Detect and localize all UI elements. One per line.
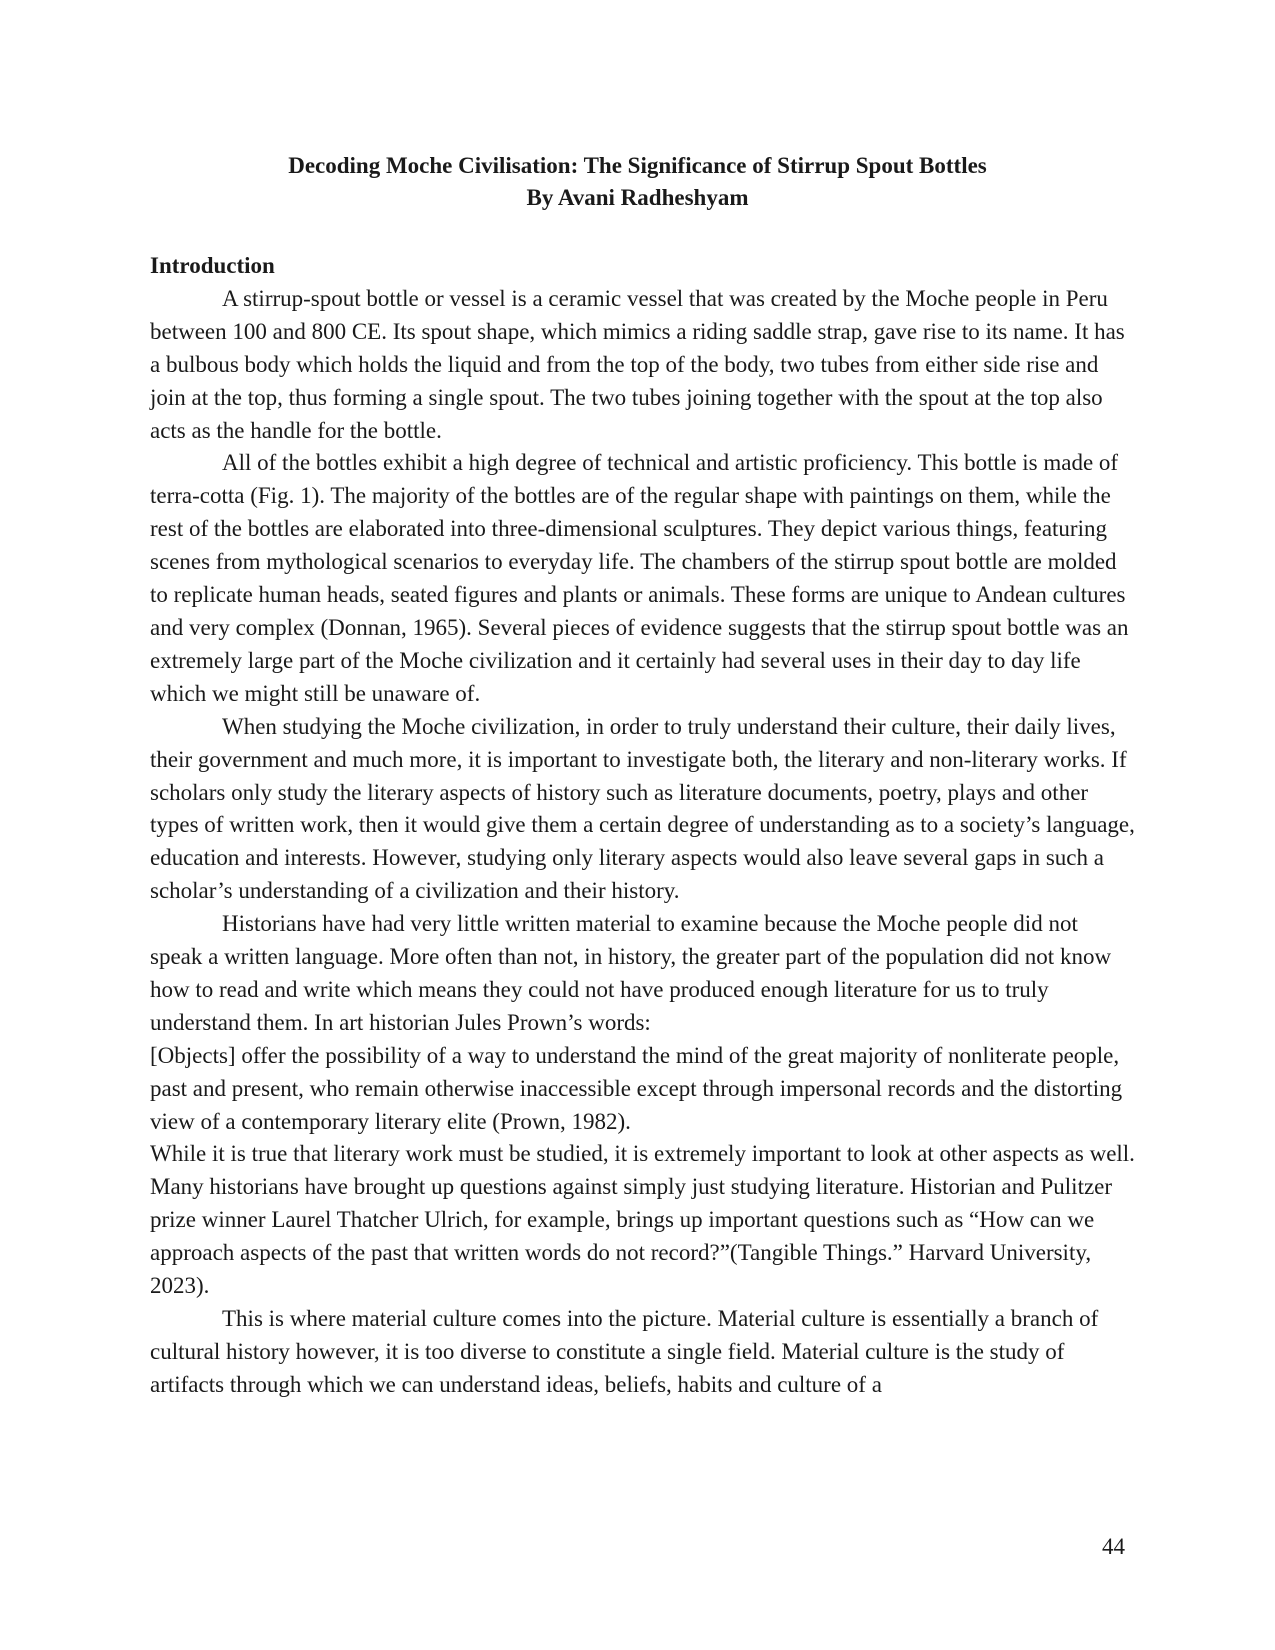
paragraph-3: When studying the Moche civilization, in order to truly understand their culture, their daily lives, their government and much more, it is important to investigate both, the literary and non-literary works. If scholars only study the literary aspects of history such as literature documents, poetry, plays and other types of written work, then it would give them a certain degree of understanding as to a society’s language, education and interests. However, studying only literary aspects would also leave several gaps in such a scholar’s understanding of a civilization and their history. [150,713,1135,904]
paragraph-1: A stirrup-spout bottle or vessel is a ceramic vessel that was created by the Moche people in Peru between 100 and 800 CE. Its spout shape, which mimics a riding saddle strap, gave rise to its name. It has a bulbous body which holds the liquid and from the top of the body, two tubes from either side rise and join at the top, thus forming a single spout. The two tubes joining together with the spout at the top also acts as the handle for the bottle. [150,285,1125,443]
paragraph-final: This is where material culture comes into the picture. Material culture is essentially a branch of cultural history however, it is too diverse to constitute a single field. Material culture is the study of artifacts through which we can understand ideas, beliefs, habits and culture of a [150,1306,1099,1397]
paragraph-4: Historians have had very little written material to examine because the Moche people did not speak a written language. More often than not, in history, the greater part of the population did not know how to read and write which means they could not have produced enough literature for us to truly understand them. In art historian Jules Prown’s words: [150,911,1112,1035]
body-text [150,250,1135,1402]
paragraph-after-quote: While it is true that literary work must be studied, it is extremely important to look at other aspects as well. Many historians have brought up questions against simply just studying literature. Historian and Pulitzer prize winner Laurel Thatcher Ulrich, for example, brings up important questions such as “How can we approach aspects of the past that written words do not record?”(Tangible Things.” Harvard University, 2023). [150,1141,1135,1299]
page-number: 44 [1102,1534,1125,1559]
paragraph-2: All of the bottles exhibit a high degree of technical and artistic proficiency. This bottle is made of terra-cotta (Fig. 1). The majority of the bottles are of the regular shape with paintings on them, while the rest of the bottles are elaborated into three-dimensional sculptures. They depict various things, featuring scenes from mythological scenarios to everyday life. The chambers of the stirrup spout bottle are molded to replicate human heads, seated figures and plants or animals. These forms are unique to Andean cultures and very complex (Donnan, 1965). Several pieces of evidence suggests that the stirrup spout bottle was an extremely large part of the Moche civilization and it certainly had several uses in their day to day life which we might still be unaware of. [150,450,1129,706]
section-heading: Introduction [150,253,275,278]
title-block [150,150,1125,214]
block-quote: [Objects] offer the possibility of a way to understand the mind of the great majority of nonliterate people, past and present, who remain otherwise inaccessible except through impersonal records and the distorting view of a contemporary literary elite (Prown, 1982). [150,1042,1123,1134]
article-title: Decoding Moche Civilisation: The Significance of Stirrup Spout Bottles [288,153,987,178]
article-author: By Avani Radheshyam [526,185,749,210]
